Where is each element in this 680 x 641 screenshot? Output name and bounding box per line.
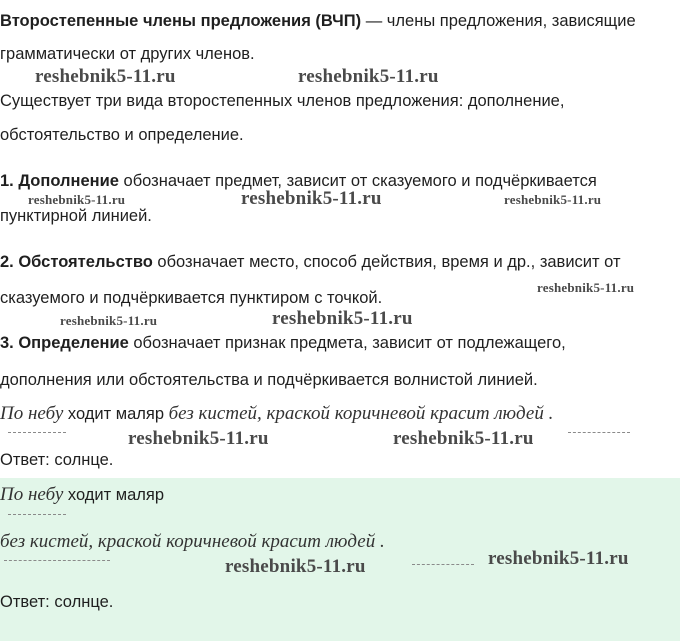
example-answer — [0, 450, 113, 470]
watermark: reshebnik5-11.ru — [241, 188, 382, 209]
example-answer-text: Ответ: солнце. — [0, 451, 114, 469]
answer-underline-adverbial — [4, 560, 110, 561]
answer-typed: ходит маляр — [63, 486, 165, 504]
item-2-line-1 — [0, 252, 621, 272]
item-3-line-1 — [0, 333, 566, 353]
example-underline-circumstance — [8, 432, 66, 433]
item-1-text-1: обозначает предмет, зависит от сказуемого и подчёркивается — [118, 172, 597, 190]
intro-line-2 — [0, 44, 255, 64]
answer-underline-object — [412, 564, 474, 565]
example-rest: без кистей, краской коричневой красит людей . — [168, 403, 554, 424]
watermark: reshebnik5-11.ru — [60, 313, 158, 328]
kinds-text-2: обстоятельство и определение. — [0, 126, 244, 144]
item-2-line-2 — [0, 288, 382, 308]
answer-text-line — [0, 592, 113, 612]
example-typed: ходит маляр — [63, 405, 169, 423]
example-subject: По небу — [0, 403, 64, 424]
kinds-text-1: Существует три вида второстепенных членов предложения: дополнение, — [0, 92, 565, 110]
intro-term: Второстепенные члены предложения (ВЧП) — [0, 12, 362, 30]
intro-definition-2: грамматически от других членов. — [0, 45, 255, 63]
answer-text: Ответ: солнце. — [0, 593, 114, 611]
item-3-text-1: обозначает признак предмета, зависит от подлежащего, — [128, 334, 566, 352]
item-3-text-2: дополнения или обстоятельства и подчёркивается волнистой линией. — [0, 371, 538, 389]
watermark: reshebnik5-11.ru — [28, 192, 126, 207]
watermark: reshebnik5-11.ru — [393, 428, 534, 449]
example-underline-object — [568, 432, 630, 433]
watermark: reshebnik5-11.ru — [537, 280, 635, 295]
watermark: reshebnik5-11.ru — [488, 548, 629, 569]
item-1-term: 1. Дополнение — [0, 172, 119, 190]
answer-subject: По небу — [0, 484, 64, 505]
watermark: reshebnik5-11.ru — [128, 428, 269, 449]
example-sentence — [0, 404, 553, 424]
answer-underline-circumstance — [8, 514, 66, 515]
kinds-line-2 — [0, 125, 244, 145]
watermark: reshebnik5-11.ru — [225, 556, 366, 577]
watermark: reshebnik5-11.ru — [272, 308, 413, 329]
answer-rest: без кистей, краской коричневой красит людей . — [0, 531, 385, 552]
item-2-text-2: сказуемого и подчёркивается пунктиром с точкой. — [0, 289, 383, 307]
watermark: reshebnik5-11.ru — [504, 192, 602, 207]
item-1-line-2 — [0, 206, 152, 226]
intro-definition-1: — члены предложения, зависящие — [361, 12, 636, 30]
item-3-line-2 — [0, 370, 538, 390]
item-2-term: 2. Обстоятельство — [0, 253, 153, 271]
watermark: reshebnik5-11.ru — [35, 66, 176, 87]
answer-line-2 — [0, 532, 385, 552]
kinds-line-1 — [0, 91, 564, 111]
item-3-term: 3. Определение — [0, 334, 129, 352]
item-2-text-1: обозначает место, способ действия, время и др., зависит от — [152, 253, 621, 271]
watermark: reshebnik5-11.ru — [298, 66, 439, 87]
item-1-text-2: пунктирной линией. — [0, 207, 152, 225]
answer-line-1 — [0, 485, 164, 505]
intro-line-1 — [0, 11, 636, 31]
